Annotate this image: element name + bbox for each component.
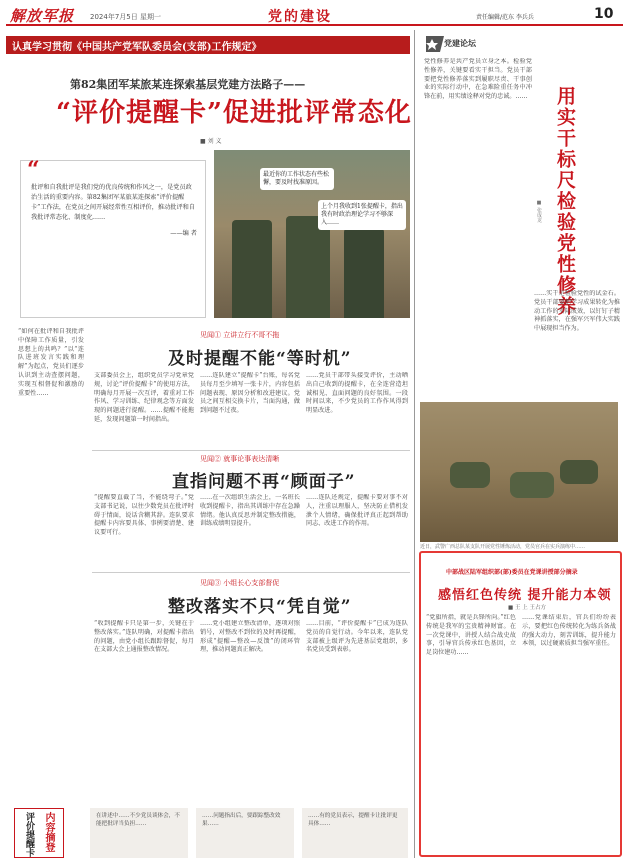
highlight-headline: 感悟红色传统 提升能力本领 (438, 588, 612, 603)
newspaper-logo: 解放军报 (10, 7, 75, 25)
digest-excerpt-2: ……问题指出后，要跟踪整改效果…… (196, 808, 294, 858)
digest-sublabel: 评价提醒卡 (24, 812, 34, 857)
section-title: 党的建设 (268, 9, 332, 25)
news-photo-meeting (214, 150, 410, 318)
digest-excerpt-3: ……有的党员表示，提醒卡让批评更具体…… (302, 808, 408, 858)
article-lead (20, 157, 206, 318)
highlight-column-1: “党旗所指，就是兵锋所向。”红色传统是我军的宝贵精神财富。在一次党课中，讲授人结合战史故事，引导官兵传承红色基因，立足岗位建功…… (426, 614, 516, 657)
highlight-subhead: 中部战区陆军组织部(部)委员在党课讲授部分摘录 (446, 569, 578, 576)
forum-column-2: ……实干是检验党性的试金石。党员干部要把学习成果转化为推动工作的实际成效，以钉钉子精神抓落实，在强军兴军伟大实践中展现担当作为。 (534, 290, 620, 333)
photo-caption: 近日，武警广西总队某支队开展党性锤炼活动，党员官兵在实兵演练中…… (420, 544, 586, 550)
article-headline: “评价提醒卡”促进批评常态化 (56, 98, 412, 128)
intro-column: “如何在批评和自我批评中保障工作质量，引发思想上的共鸣？”以“连队进班发言实践和理解”为起点，党员们逐步认识到主动查摆问题，实现互相督促和激励的重要性…… (18, 328, 84, 397)
soldier-figure (510, 472, 554, 498)
section-3-column-3: ……目前，“评价提醒卡”已成为连队党员的自觉行动。今年以来，连队党支部被上级评为先进基层党组织，多名党员受到表彰。 (306, 620, 408, 654)
soldier-figure (450, 462, 490, 488)
study-banner-text: 认真学习贯彻《中国共产党军队委员会(支部)工作规定》 (12, 42, 262, 53)
news-photo-training (420, 402, 618, 542)
column-rule (414, 30, 415, 858)
section-2-title: 直指问题不再“顾面子” (172, 472, 356, 492)
soldier-figure (560, 460, 598, 484)
soldier-figure (344, 228, 384, 318)
page-number: 10 (594, 6, 614, 22)
forum-title: 用实干标尺检验党性修养 (554, 86, 576, 317)
section-2-label: 见闻② 就事论事表达清晰 (200, 455, 280, 463)
issue-date: 2024年7月5日 星期一 (90, 13, 161, 21)
section-3-label: 见闻③ 小组长心支部督促 (200, 579, 280, 587)
article-subhead: 第82集团军某旅某连探索基层党建方法路子—— (70, 78, 306, 91)
editors: 责任编辑/范东 李兵兵 (476, 14, 534, 21)
lead-editor-note: ——编 者 (170, 230, 197, 237)
quote-mark-icon: “ (27, 157, 40, 183)
photo-speech-bubble: 最近你的工作状态有些松懈，要及时找准原因。 (260, 168, 334, 190)
section-2-column-3: ……连队还规定，提醒卡要对事不对人，注重以理服人，坚决防止借机发泄个人情绪，确保批评真正起到帮助同志、改进工作的作用。 (306, 494, 408, 528)
section-1-label: 见闻① 立讲立行不哥不拖 (200, 331, 280, 339)
section-1-column-3: ……党员干部带头接受评价，主动晒出自己收到的提醒卡，在全连营造坦诚相见、直面问题的良好氛围。一段时间以来，不少党员的工作作风得到明显改进。 (306, 372, 408, 415)
forum-column-1: 党性修养是共产党员立身之本。检验党性修养，关键要看实干担当。党员干部要把党性修养落实到履职尽责、干事创业的实际行动中，在急难险重任务中冲锋在前，用实绩诠释对党的忠诚。…… (424, 58, 532, 101)
section-1-column-2: ……连队建立“提醒卡”台账，每名党员每月至少填写一张卡片，内容包括问题表现、原因分析和改进建议。党员之间互相交换卡片，当面沟通，做到问题不过夜。 (200, 372, 300, 415)
section-1-title: 及时提醒不能“等时机” (168, 349, 352, 369)
digest-excerpt-1: 在讲述中……不少党员谈体会，不能把批评当负担…… (90, 808, 188, 858)
highlight-byline: ■ 王 上 王占方 (508, 605, 546, 611)
forum-label: 党建论坛 (444, 38, 476, 48)
soldier-figure (232, 220, 272, 318)
section-3-title: 整改落实不只“凭自觉” (168, 597, 352, 617)
section-3-column-2: ……党小组建立整改清单，逐项对照销号，对整改不到位的及时再提醒，形成“提醒—整改—反馈”的闭环管理，推动问题真正解决。 (200, 620, 300, 654)
section-1-column-1: 支部委员会上，组织党员学习党章党规，讨论“评价提醒卡”的使用方法，明确每月开展一次互评，着重对工作作风、学习训练、纪律观念等方面发现的问题进行提醒。……提醒不能拖延，发现问题第一时间指出。 (94, 372, 194, 423)
study-banner (6, 36, 410, 54)
masthead (6, 4, 623, 26)
photo-speech-bubble: 上个月我收到1张提醒卡，指出我有时政治理论学习不够深入…… (318, 200, 406, 230)
lead-text: 批评和自我批评是我们党的优良传统和作风之一，是党员政治生活的重要内容。第82集团军某旅某连探索“评价提醒卡”工作法，在党员之间开展经常性互相评价，推动批评和自我批评常态化、制度化…… (31, 184, 196, 221)
divider (92, 572, 410, 573)
forum-byline: ■ 张成龙 (536, 200, 542, 223)
section-2-column-2: ……在一次组织生活会上，一名班长收到提醒卡，指出其训练中存在急躁情绪。他认真反思并制定整改措施，训练成绩明显提升。 (200, 494, 300, 528)
digest-label-box (14, 808, 64, 858)
section-3-column-1: “收到提醒卡只是第一步，关键在于整改落实。”连队明确，对提醒卡指出的问题，由党小组长跟踪督促，每月在支部大会上通报整改情况。 (94, 620, 194, 654)
highlight-column-2: ……党课结束后，官兵们纷纷表示，要把红色传统转化为练兵备战的强大动力，刻苦训练，提升能力本领，以过硬素质担当强军重任。 (522, 614, 616, 648)
article-byline: ■ 刘 义 (200, 138, 222, 145)
section-2-column-1: “提醒要直截了当，不能绕弯子。”党支部书记说，以往少数党员在批评时碍于情面，说话含糊其辞。连队要求提醒卡内容要具体、事例要清楚、建议要可行。 (94, 494, 194, 537)
divider (92, 450, 410, 451)
soldier-figure (286, 216, 330, 318)
digest-label: 内容摘登 (43, 812, 54, 852)
